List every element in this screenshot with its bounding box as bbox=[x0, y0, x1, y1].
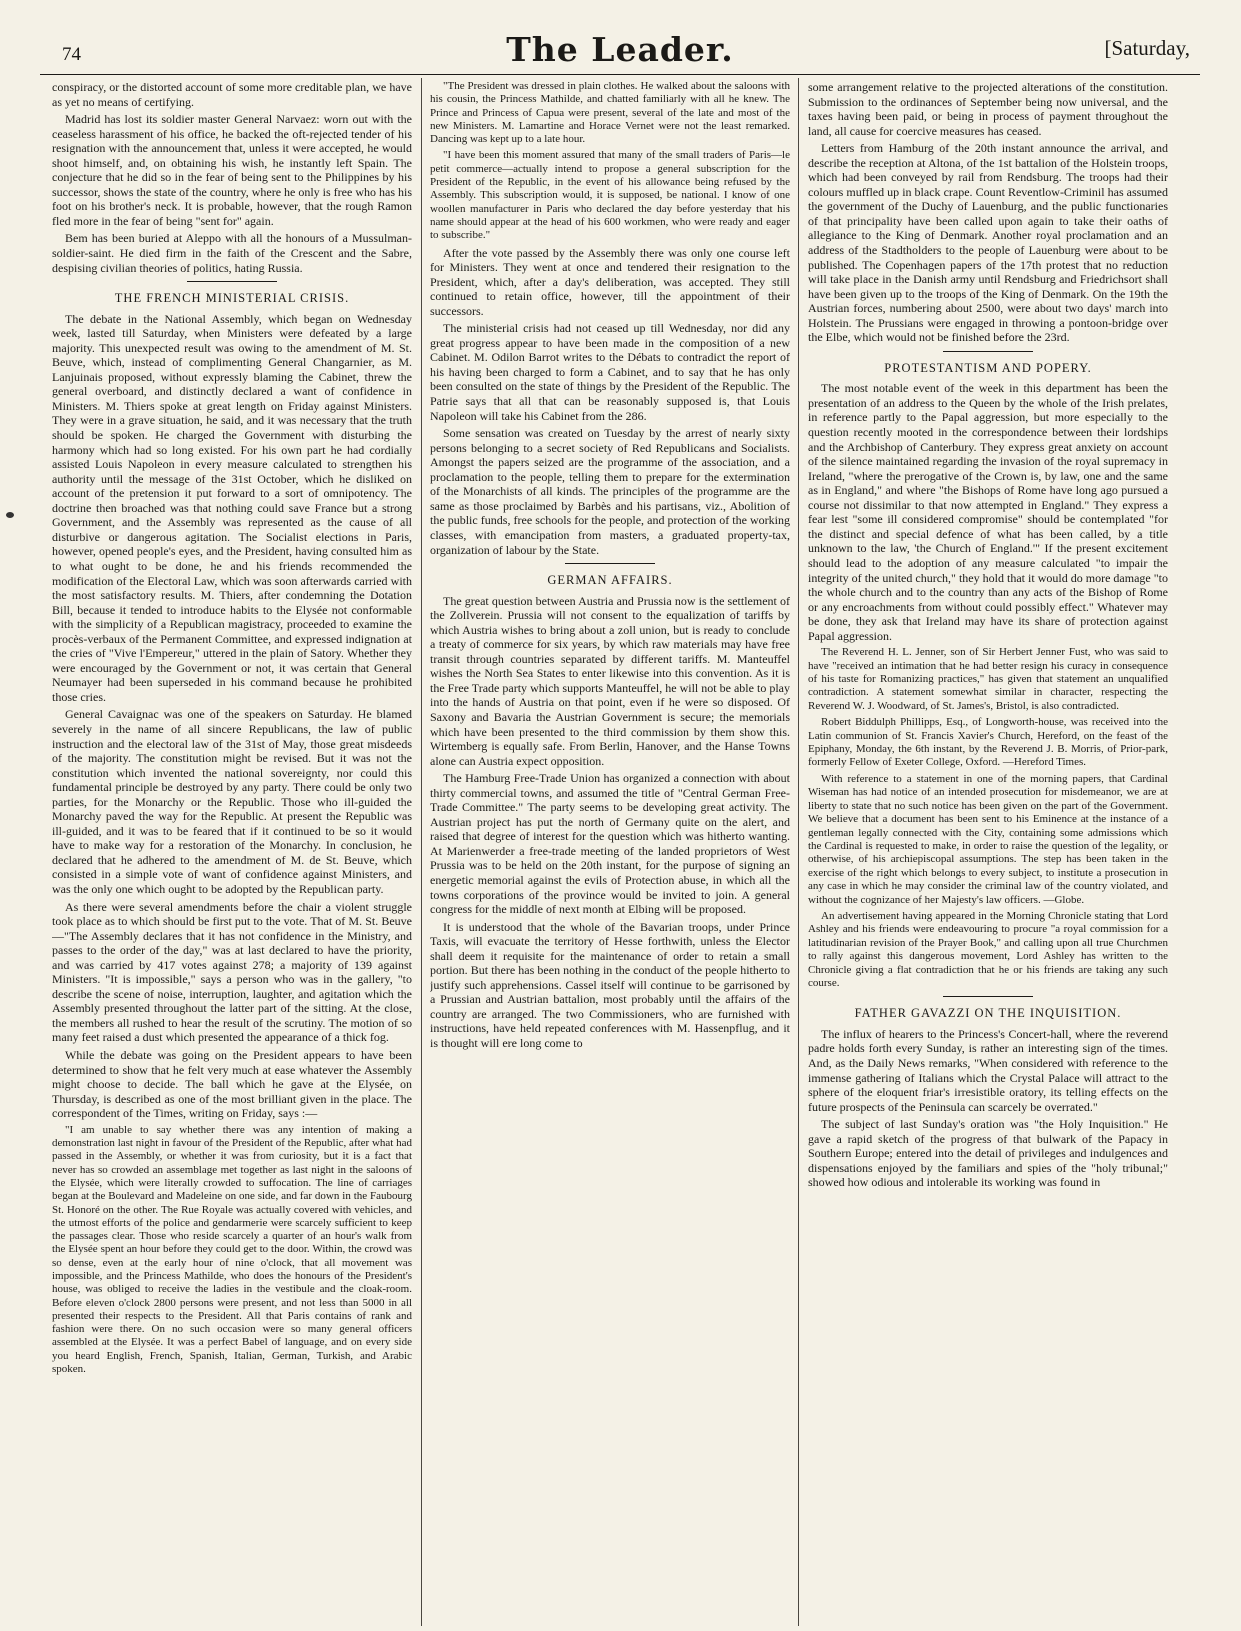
paragraph: Some sensation was created on Tuesday by the arrest of nearly sixty persons belonging to a secret society of Red Republicans and Socialists. Amongst the papers seized are the programme of the association, and a proclamation to the people, telling them to prepare for the extermination of the Monarchists of all kinds. The principles of the programme are the same as those proclaimed by Barbès and his partisans, viz., Abolition of the public funds, free schools for the people, and protection of the working classes, with emancipation from masters, a graduated property-tax, organization of labour by the State. bbox=[430, 426, 790, 557]
paragraph: With reference to a statement in one of the morning papers, that Cardinal Wiseman has had notice of an intended prosecution for misdemeanor, we are at liberty to state that no such notice has been given on the part of the Government. We believe that a document has been sent to his Eminence at the instance of a gentleman legally connected with the City, containing some admissions which the Cardinal is requested to make, in order to raise the question of the legality, or otherwise, of his archiepiscopal assumptions. The step has been taken in the exercise of the right which belongs to every subject, to institute a prosecution in any case in which he may consider the criminal law of the country violated, and without the cognizance of her Majesty's law officers. —Globe. bbox=[808, 772, 1168, 906]
paragraph: An advertisement having appeared in the Morning Chronicle stating that Lord Ashley and his friends were endeavouring to procure "a royal commission for a latitudinarian revision of the Prayer Book," and calling upon all true Churchmen to rally against this dangerous movement, Lord Ashley has written to the Chronicle giving a flat contradiction that he or his friends are taking any such course. bbox=[808, 909, 1168, 989]
section-heading: THE FRENCH MINISTERIAL CRISIS. bbox=[114, 291, 350, 306]
paragraph: The most notable event of the week in this department has been the presentation of an address to the Queen by the whole of the Irish prelates, in reference partly to the Papal aggression, but more especially to the question recently mooted in the correspondence between their lordships and the Archbishop of Canterbury. They express great anxiety on account of the silence maintained regarding the invasion of the royal supremacy in Ireland, "where the prerogative of the Crown is, by law, one and the same as in England," and where "the Bishops of Rome have long ago pursued a course not dissimilar to that now attempted in England." They express a fear lest "some ill considered compromise" should be contemplated "for the distinct and special defence of what has been called, by a title unknown to the law, 'the Church of England.'" If the present excitement should lead to the adoption of any measure calculated "to impair the integrity of the united church," they hold that it would do more damage "to the whole church and to the country than any acts of the Bishop of Rome or any encroachments from without could possibly effect." Whatever may be done, they ask that Ireland may have its share of protection against Papal aggression. bbox=[808, 381, 1168, 643]
section-heading: PROTESTANTISM AND POPERY. bbox=[884, 360, 1092, 375]
page-header bbox=[40, 30, 1200, 72]
column-middle bbox=[430, 80, 790, 1625]
masthead: The Leader. bbox=[506, 30, 734, 69]
paragraph: The debate in the National Assembly, which began on Wednesday week, lasted till Saturday, when Ministers were defeated by a large majority. This unexpected result was owing to the amendment of M. St. Beuve, which, instead of complimenting General Changarnier, as M. Lanjuinais proposed, without expressly blaming the Cabinet, threw the general overboard, and distinctly declared a want of confidence in Ministers. M. Thiers spoke at great length on Friday against Ministers. They were in a grave situation, he said, and it was necessary that the truth should be spoken. He charged the Government with disturbing the harmony which had so long existed. For his own part he had cordially assisted Louis Napoleon in every measure calculated to strengthen his authority until the message of the 31st October, which he disliked on account of the pretension it put forward to a sort of omnipotency. The doctrine then broached was that nothing could save France but a strong Government, and the Assembly was represented as the cause of all disturbive or dangerous agitation. The Socialist elections in Paris, however, opened people's eyes, and the President, having consulted him as to what ought to be done, he and his friends recommended the modification of the Electoral Law, which was soon afterwards carried with the most satisfactory results. M. Thiers, after condemning the Dotation Bill, because it tended to introduce habits to the Elysée not conformable with the simplicity of a Republican magistracy, proceeded to examine the procès-verbaux of the Permanent Committee, and expressed indignation at the cries of "Vive l'Empereur," uttered in the plain of Satory. Whether they were encouraged by the Government or not, it was certain that General Neumayer had been superseded in his command because he prohibited those cries. bbox=[52, 311, 412, 704]
separator-rule bbox=[943, 351, 1033, 352]
paragraph: The subject of last Sunday's oration was "the Holy Inquisition." He gave a rapid sketch of the progress of that bulwark of the Papacy in Southern Europe; entered into the detail of privileges and indulgences and dispensations enjoyed by the familiars and spies of the "holy tribunal;" showed how odious and intolerable its working was found in bbox=[808, 1117, 1168, 1190]
section-heading: GERMAN AFFAIRS. bbox=[547, 573, 673, 588]
column-right bbox=[808, 80, 1168, 1625]
section-heading: FATHER GAVAZZI ON THE INQUISITION. bbox=[854, 1006, 1122, 1021]
paragraph: Letters from Hamburg of the 20th instant announce the arrival, and describe the reception at Altona, of the 1st battalion of the Holstein troops, which had been conveyed by rail from Rendsburg. The troops had their colours muffled up in black crape. Count Reventlow-Criminil has assumed the government of the Duchy of Lauenburg, and the public functionaries of that principality have been called upon again to take their oaths of allegiance to the King of Denmark. Another royal proclamation and an address of the Stadtholders to the people of Lauenburg were about to be published. The Copenhagen papers of the 17th protest that no reduction will take place in the Danish army until Rendsburg and Friedrichsort shall have been given up to the troops of the King of Denmark. On the 19th the Austrian forces, numbering about 2500, were about two days' march into Holstein. The Prussians were engaged in throwing a pontoon-bridge over the Elbe, which would not be finished before the 23rd. bbox=[808, 141, 1168, 345]
column-divider bbox=[798, 78, 799, 1626]
paragraph: Bem has been buried at Aleppo with all the honours of a Mussulman-soldier-saint. He died firm in the faith of the Crescent and the Sabre, despising civilian theories of politics, hating Russia. bbox=[52, 231, 412, 275]
column-divider bbox=[421, 78, 422, 1626]
dateline: [Saturday, bbox=[1104, 36, 1190, 60]
paragraph: As there were several amendments before the chair a violent struggle took place as to which should be first put to the vote. That of M. St. Beuve—"The Assembly declares that it has not confidence in the Ministry, and passes to the order of the day," was at last declared to have the priority, and was carried by 417 votes against 278; a majority of 139 against Ministers. "It is impossible," says a person who was in the gallery, "to describe the scene of noise, interruption, laughter, and agitation which the Assembly presented throughout the latter part of the sitting. At the close, the members all rushed to hear the result of the scrutiny. The motion of so many feet raised a dust which presented the appearance of a thick fog. bbox=[52, 899, 412, 1045]
paragraph: The Reverend H. L. Jenner, son of Sir Herbert Jenner Fust, who was said to have "received an intimation that he had better resign his curacy in consequence of his taste for Romanizing practices," has given that statement an unqualified contradiction. A statement somewhat similar in character, respecting the Reverend W. J. Woodward, of St. James's, Bristol, is also contradicted. bbox=[808, 646, 1168, 712]
separator-rule bbox=[187, 281, 277, 282]
paragraph: The Hamburg Free-Trade Union has organized a connection with about thirty commercial towns, and assumed the title of "Central German Free-Trade Committee." The party seems to be developing great activity. The Austrian project has put the north of Germany quite on the alert, and raised that degree of interest for the question which was hitherto wanting. At Marienwerder a free-trade meeting of the landed proprietors of West Prussia was to be held on the 20th instant, for the purpose of signing an energetic memorial against the evils of Protection abuse, in which all the towns corporations of the province would be invited to join. A general congress for the middle of next month at Elbing will be proposed. bbox=[430, 771, 790, 917]
quotation: "I am unable to say whether there was any intention of making a demonstration last night in favour of the President of the Republic, after what had passed in the Assembly, or whether it was from curiosity, but it is a fact that never has so crowded an assemblage met together as last night in the saloons of the Elysée, which were literally crowded to suffocation. The line of carriages began at the Boulevard and Madeleine on one side, and far down in the Faubourg St. Honoré on the other. The Rue Royale was actually covered with vehicles, and the utmost efforts of the police and gendarmerie were scarcely sufficient to keep the passages clear. Those who reside scarcely a quarter of an hour's walk from the Elysée spent an hour before they could get to the door. Within, the crowd was so dense, even at the early hour of nine o'clock, that all movement was impossible, and the Princess Mathilde, who does the honours of the President's house, was obliged to receive the ladies in the vestibule and the cloak-room. Before eleven o'clock 2800 persons were present, and not less than 5000 in all presented their respects to the President. All that Paris contains of rank and fashion were there. On no such occasion were so many general officers assembled at the Elysée. It was a perfect Babel of language, and on every side you heard English, French, Spanish, Italian, German, Turkish, and Arabic spoken. bbox=[52, 1123, 412, 1376]
paragraph: It is understood that the whole of the Bavarian troops, under Prince Taxis, will evacuate the territory of Hesse forthwith, unless the Elector shall deem it requisite for the maintenance of order to retain a small portion. But there has been nothing in the conduct of the people hitherto to justify such apprehensions. Cassel itself will continue to be garrisoned by a Prussian and Austrian battalion, most probably until the affairs of the country are arranged. The two Commissioners, who are furnished with instructions, have held repeated conferences with M. Hassenpflug, and it is thought will ere long come to bbox=[430, 919, 790, 1050]
page-number: 74 bbox=[62, 44, 81, 65]
separator-rule bbox=[943, 996, 1033, 997]
paragraph: General Cavaignac was one of the speakers on Saturday. He blamed severely in the name of all sincere Republicans, the law of public instruction and the electoral law of the 31st of May, those great misdeeds of the majority. The constitution might be revised. But it was not the constitution which invented the national sovereignty, nor could this fundamental principle be destroyed by any party. There could be only two parties, for the Monarchy or the Republic. Those who ill-guided the Monarchy paved the way for the Republic. At present the Republic was ill-guided, and it was to be feared that if it continued to be so it would have to make way for a restoration of the Monarchy. In conclusion, he declared that he adhered to the amendment of M. de St. Beuve, which consisted in a simple vote of want of confidence against Ministers, and was the only one which ought to be adopted by the Republican party. bbox=[52, 707, 412, 896]
paragraph: some arrangement relative to the projected alterations of the constitution. Submission to the ordinances of September being now universal, and the taxes having been paid, or being in process of payment throughout the land, all cause for coercive measures has ceased. bbox=[808, 80, 1168, 138]
paragraph: conspiracy, or the distorted account of some more creditable plan, we have as yet no means of certifying. bbox=[52, 80, 412, 109]
paragraph: Robert Biddulph Phillipps, Esq., of Longworth-house, was received into the Latin communion of St. Francis Xavier's Church, Hereford, on the feast of the Epiphany, Monday, the 6th instant, by the Reverend J. B. Morris, of Prior-park, formerly Fellow of Exeter College, Oxford. —Hereford Times. bbox=[808, 716, 1168, 769]
paragraph: While the debate was going on the President appears to have been determined to show that he felt very much at ease whatever the Assembly might choose to decide. The ball which he gave at the Elysée, on Thursday, is described as one of the most brilliant given in the place. The correspondent of the Times, writing on Friday, says :— bbox=[52, 1048, 412, 1121]
paragraph: The great question between Austria and Prussia now is the settlement of the Zollverein. Prussia will not consent to the equalization of tariffs by which Austria wishes to bring about a zoll union, but is ready to conclude a treaty of commerce for six years, by which raw materials may have free transit through countries separated by different tariffs. M. Manteuffel wishes the North Sea States to enter likewise into this convention. As it is the Free Trade party which supports Manteuffel, he will not be able to play into the hands of Austria on that point, even if he were so disposed. Of Saxony and Bavaria the Austrian Government is secure; the memorials which have been presented to the third commission by them show this. Wirtemberg is equally safe. From Berlin, Hanover, and the Hanse Towns alone can Austria expect opposition. bbox=[430, 593, 790, 768]
paragraph: The ministerial crisis had not ceased up till Wednesday, nor did any great progress appear to have been made in the composition of a new Cabinet. M. Odilon Barrot writes to the Débats to contradict the report of his having been charged to form a Cabinet, and to say that he has only been consulted on the state of things by the President of the Republic. The Patrie says that all that can be reasonably supposed is, that Louis Napoleon will take his Cabinet from the 286. bbox=[430, 321, 790, 423]
quotation: "The President was dressed in plain clothes. He walked about the saloons with his cousin, the Princess Mathilde, and chatted familiarly with all he knew. The Prince and Princess of Capua were present, several of the late and most of the new Ministers. M. Lamartine and Horace Vernet were not the least remarked. Dancing was kept up to a late hour. bbox=[430, 80, 790, 146]
ink-mark bbox=[6, 512, 14, 518]
paragraph: After the vote passed by the Assembly there was only one course left for Ministers. They went at once and tendered their resignation to the President, which, after a day's deliberation, was accepted. They still continued to retain office, however, till the appointment of their successors. bbox=[430, 245, 790, 318]
column-left bbox=[52, 80, 412, 1625]
quotation: "I have been this moment assured that many of the small traders of Paris—le petit commerce—actually intend to propose a general subscription for the President of the Republic, in the event of his allowance being refused by the Assembly. This subscription would, it is supposed, be national. I know of one woollen manufacturer in Paris who declared the day before yesterday that his name should appear at the head of his 600 workmen, who were ready and eager to subscribe." bbox=[430, 149, 790, 242]
separator-rule bbox=[565, 563, 655, 564]
paragraph: Madrid has lost its soldier master General Narvaez: worn out with the ceaseless harassment of his office, he backed the oft-rejected tender of his resignation with the announcement that, unless it were accepted, he would shoot himself, and, on obtaining his wish, he instantly left Spain. The conjecture that he did so in the fear of being sent to the Philippines by his successor, shows the state of the country, where he only is free who has his foot on his brother's neck. It is probable, however, that the rough Ramon fled more in the fear of being "sent for" again. bbox=[52, 112, 412, 228]
header-rule bbox=[40, 74, 1200, 75]
paragraph: The influx of hearers to the Princess's Concert-hall, where the reverend padre holds forth every Sunday, is rather an interesting sign of the times. And, as the Daily News remarks, "When considered with reference to the immense gathering of Italians which the Crystal Palace will attract to the sphere of the eloquent friar's irresistible oratory, its telling effects on the future prospects of the Peninsula can scarcely be overrated." bbox=[808, 1026, 1168, 1114]
